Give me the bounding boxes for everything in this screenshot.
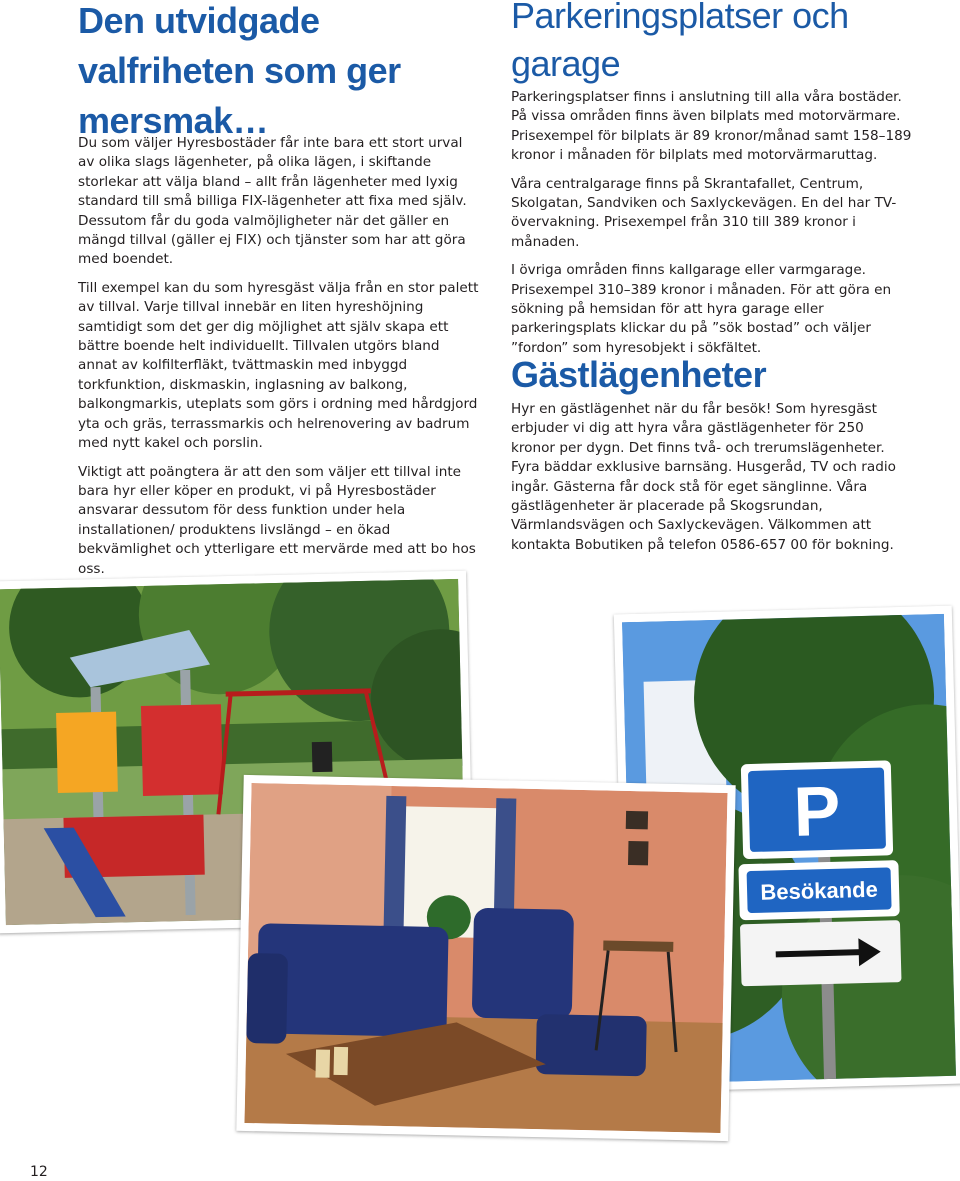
paragraph: Till exempel kan du som hyresgäst välja från en stor palett av tillval. Varje tillval innebär en liten hyreshöjning samtidigt som det ger dig möjlighet att själv skapa ett bättre boende helt individuellt. Tillvalen utgörs bland annat av kolfilterfläkt, tvättmaskin med inbyggd torkfunktion, diskmaskin, inglasning av balkong, balkongmarkis, uteplats som görs i ordning med hårdgjord yta och gräs, terrassmarkis och helrenovering av badrum med nytt kakel och porslin. [78,279,479,452]
paragraph: I övriga områden finns kallgarage eller varmgarage. Prisexempel 310–389 kronor i månaden. För att göra en sökning på hemsidan för att hyra garage eller parkeringsplats klickar du på ”sök bostad” och väljer ”fordon” som hyresobjekt i sökfältet. [511,262,892,356]
article-heading-parkering: Parkeringsplatser och garage [511,0,849,84]
paragraph: Våra centralgarage finns på Skrantafallet, Centrum, Skolgatan, Sandviken och Saxlyckevägen. En del har TV-övervakning. Prisexempel från 310 till 389 kronor i månaden. [511,175,897,250]
paragraph: Du som väljer Hyresbostäder får inte bara ett stort urval av olika slags lägenheter, på olika lägen, i skiftande storlekar att välja bland – allt från lägenheter med lyxig standard till små billiga FIX-lägenheter att fixa med själv. Dessutom får du goda valmöjligheter när det gäller en mängd tillval (gäller ej FIX) och tjänster som har att göra med boendet. [78,135,467,268]
article-heading-valfrihet: Den utvidgade valfriheten som ger mersmak… [78,0,401,141]
article-body-gastlagenheter [511,400,911,564]
article-body-valfrihet [78,134,482,588]
living-room-photo [236,775,735,1141]
paragraph: Viktigt att poängtera är att den som väljer ett tillval inte bara hyr eller köper en produkt, vi på Hyresbostäder ansvarar dessutom för dess funktion under hela installationen/ produktens livslängd – en ökad bekvämlighet och ytterligare ett mervärde med att bo hos oss. [78,463,476,577]
article-body-parkering [511,88,916,367]
paragraph: Hyr en gästlägenhet när du får besök! Som hyresgäst erbjuder vi dig att hyra våra gästlägenheter för 250 kronor per dygn. Det finns två- och trerumslägenheter. Fyra bäddar exklusive barnsäng. Husgeråd, TV och radio ingår. Gästerna får dock stå för eget sänglinne. Våra gästlägenheter är placerade på Skogsrundan, Värmlandsvägen och Saxlyckevägen. Välkommen att kontakta Bobutiken på telefon 0586-657 00 för bokning. [511,401,896,553]
article-heading-gastlagenheter: Gästlägenheter [511,354,767,395]
parking-p-symbol: P [792,771,842,851]
page-number: 12 [30,1164,48,1180]
paragraph: Parkeringsplatser finns i anslutning till alla våra bostäder. På vissa områden finns även bilplats med motorvärmare. Prisexempel för bilplats är 89 kronor/månad samt 158–189 kronor i månaden för bilplats med motorvärmaruttag. [511,89,912,164]
sign-besokande: Besökande [760,876,879,905]
